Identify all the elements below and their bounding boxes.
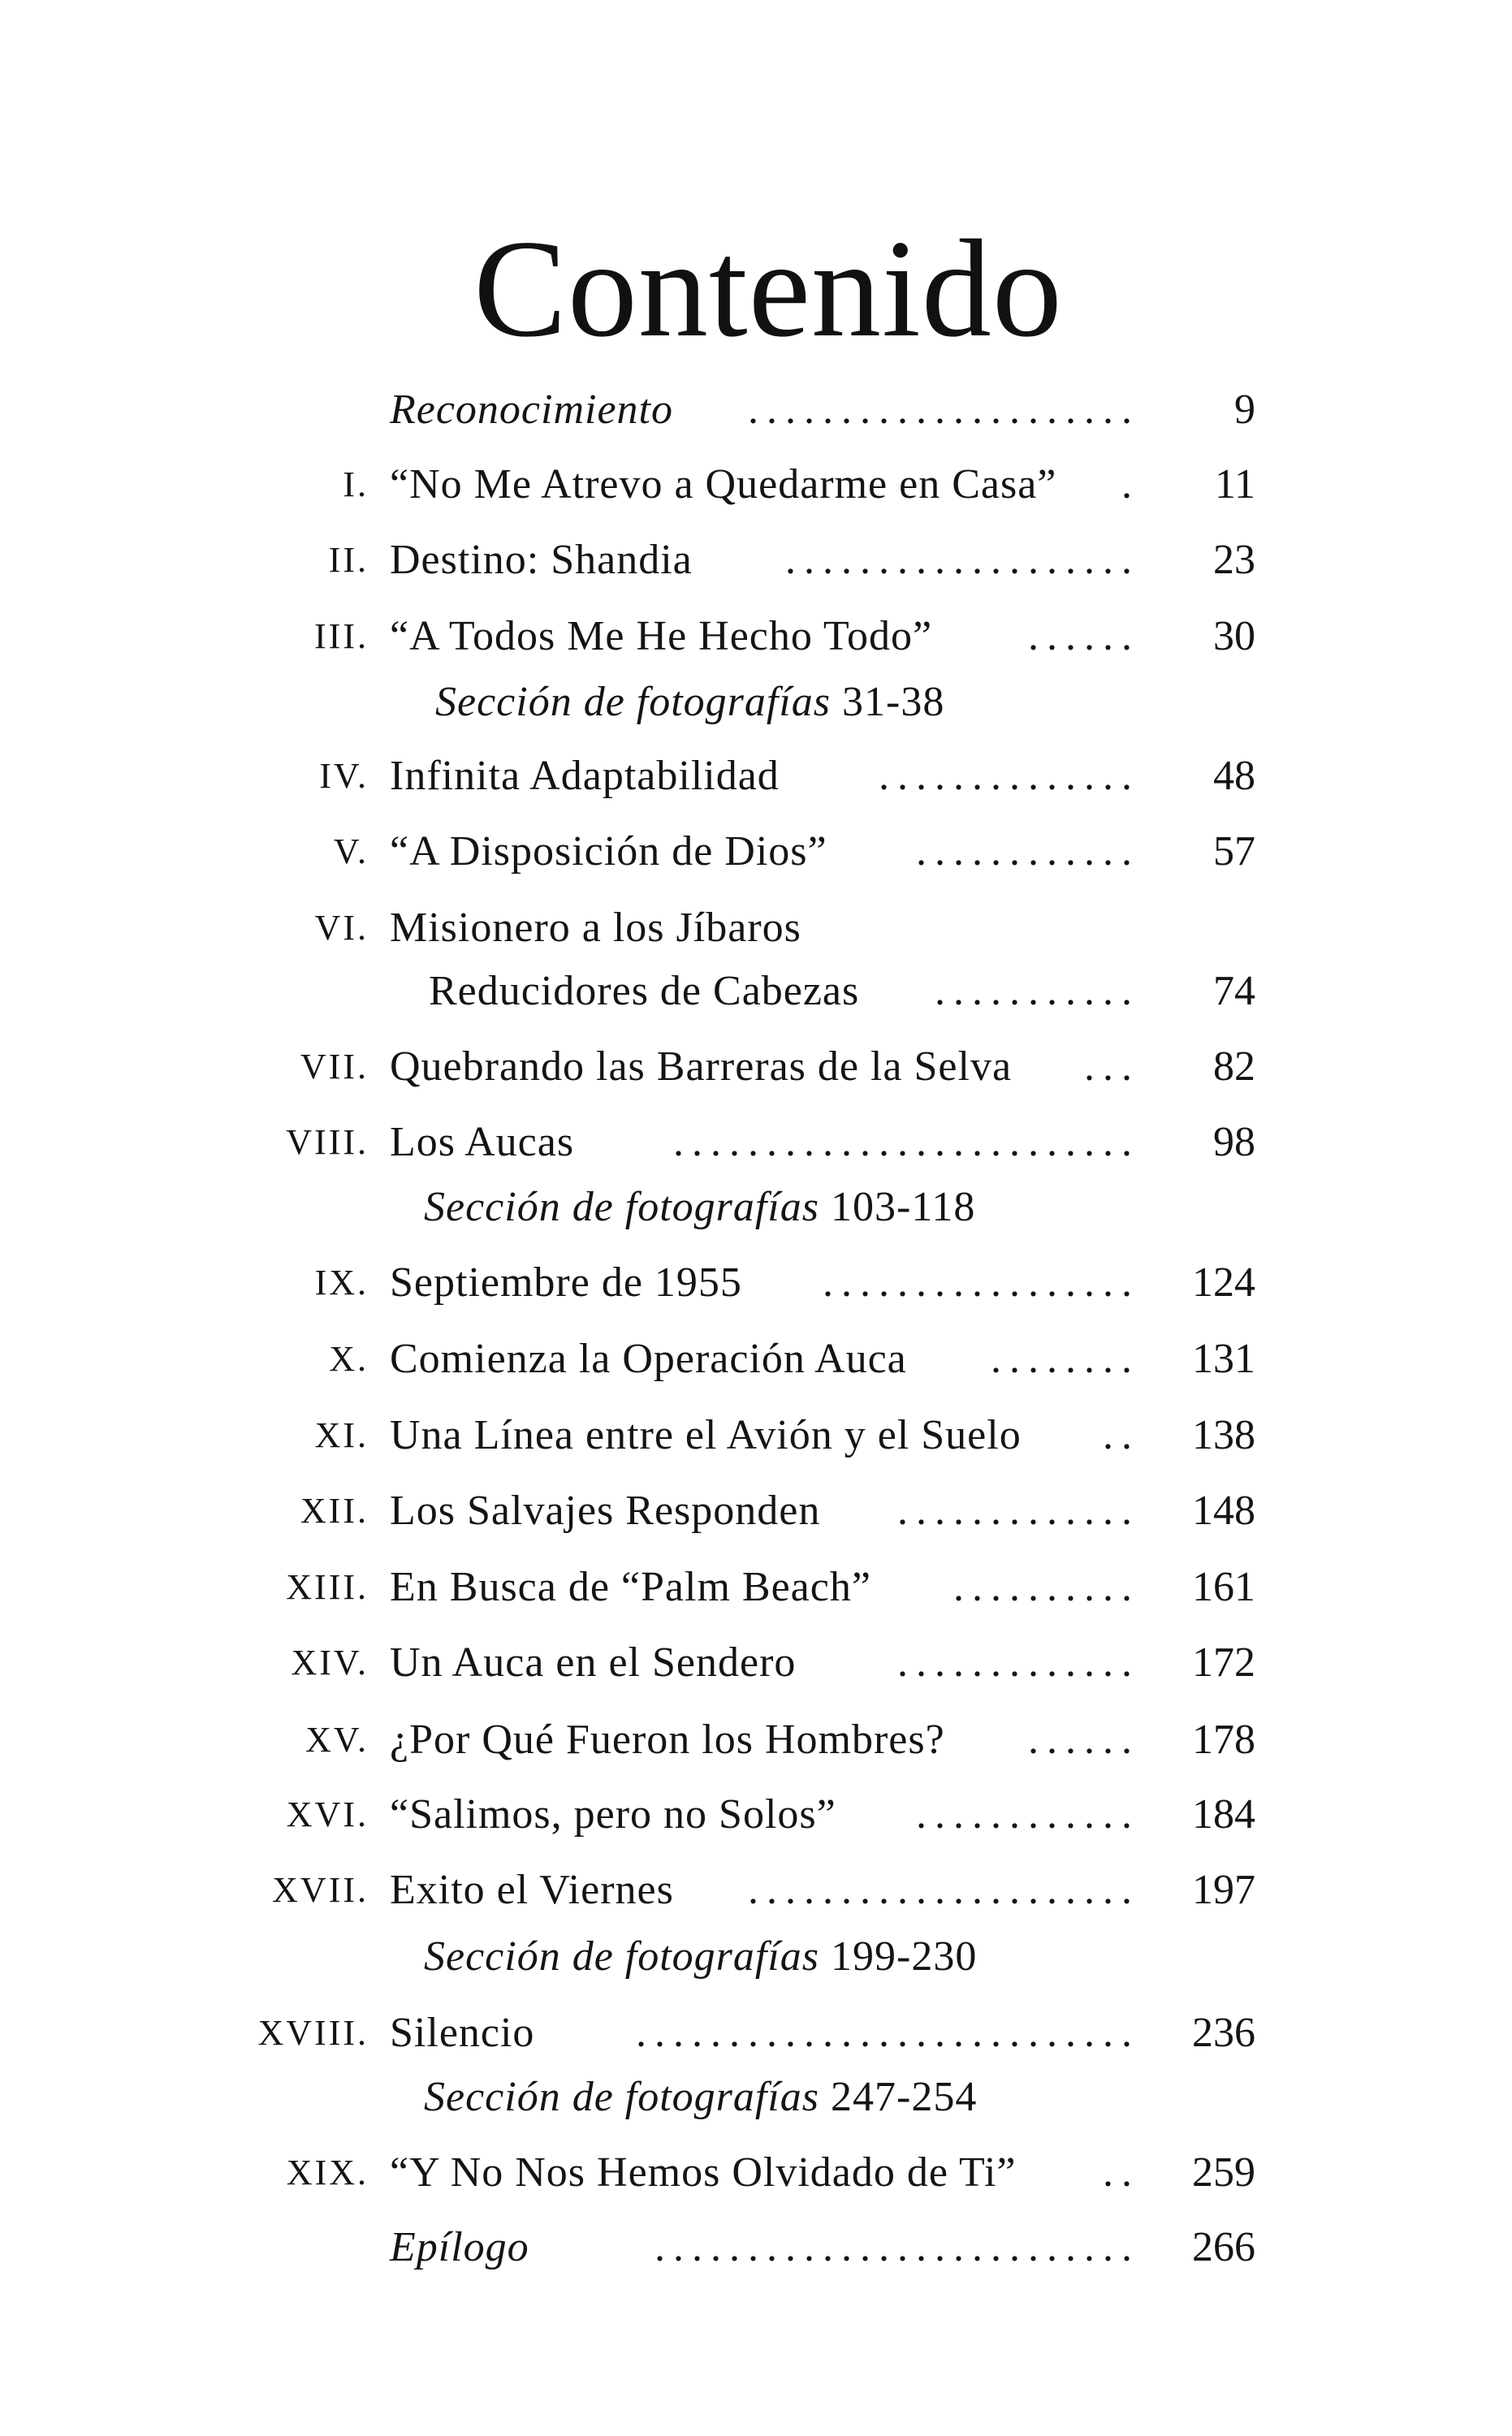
toc-row <box>0 456 1512 513</box>
page-number: 74 <box>1213 968 1255 1014</box>
chapter-title: “A Todos Me He Hecho Todo” <box>390 613 933 659</box>
page-number: 138 <box>1192 1412 1255 1458</box>
page-number: 30 <box>1213 613 1255 659</box>
photo-section-label: Sección de fotografías <box>424 1184 820 1230</box>
chapter-title: Quebrando las Barreras de la Selva <box>390 1043 1013 1090</box>
chapter-number: XVII. <box>272 1870 369 1910</box>
dot-leader: ..................... <box>748 1867 1140 1913</box>
chapter-number: X. <box>329 1339 369 1379</box>
page-number: 259 <box>1192 2149 1255 2196</box>
dot-leader: . <box>1121 461 1140 508</box>
chapter-title: “Salimos, pero no Solos” <box>390 1791 836 1838</box>
photo-section-row <box>0 674 1512 731</box>
chapter-title: Reducidores de Cabezas <box>429 968 860 1014</box>
page-number: 82 <box>1213 1043 1255 1090</box>
page-number: 48 <box>1213 753 1255 799</box>
chapter-title: Los Aucas <box>390 1119 575 1165</box>
chapter-number: V. <box>333 831 369 871</box>
page-number: 161 <box>1192 1564 1255 1610</box>
page-number: 148 <box>1192 1488 1255 1534</box>
chapter-title: Reconocimiento <box>390 387 673 433</box>
photo-section-label: Sección de fotografías <box>435 679 832 725</box>
chapter-number: III. <box>314 616 369 656</box>
toc-row <box>0 1862 1512 1919</box>
dot-leader: ................. <box>823 1259 1140 1306</box>
photo-section-row <box>0 1929 1512 1985</box>
toc-row <box>0 1407 1512 1464</box>
chapter-title: Silencio <box>390 2010 535 2056</box>
photo-section-row <box>0 2069 1512 2126</box>
dot-leader: ......................... <box>673 1119 1140 1165</box>
chapter-title: Exito el Viernes <box>390 1867 674 1913</box>
chapter-number: IV. <box>319 756 369 796</box>
dot-leader: .......................... <box>654 2224 1140 2270</box>
page-number: 184 <box>1192 1791 1255 1838</box>
dot-leader: .. <box>1103 1412 1140 1458</box>
chapter-title: Una Línea entre el Avión y el Suelo <box>390 1412 1022 1458</box>
toc-row <box>0 1483 1512 1540</box>
dot-leader: .......... <box>953 1564 1140 1610</box>
chapter-title: En Busca de “Palm Beach” <box>390 1564 871 1610</box>
page-number: 23 <box>1213 537 1255 583</box>
toc-row <box>0 1786 1512 1843</box>
toc-row <box>0 1635 1512 1691</box>
toc-row <box>0 2144 1512 2201</box>
dot-leader: .............. <box>879 753 1140 799</box>
photo-section-range: 199-230 <box>819 1933 978 1980</box>
chapter-number: XIII. <box>286 1567 369 1607</box>
chapter-title: Misionero a los Jíbaros <box>390 905 801 951</box>
toc-row <box>0 2005 1512 2062</box>
page-number: 236 <box>1192 2010 1255 2056</box>
toc-row <box>0 2219 1512 2276</box>
page-number: 11 <box>1214 461 1255 508</box>
photo-section-range: 247-254 <box>819 2074 978 2120</box>
toc-row <box>0 532 1512 589</box>
photo-section <box>424 1929 977 1985</box>
chapter-title: Los Salvajes Responden <box>390 1488 821 1534</box>
chapter-number: VI. <box>314 908 369 948</box>
toc-row <box>0 608 1512 665</box>
chapter-title: ¿Por Qué Fueron los Hombres? <box>390 1717 945 1763</box>
chapter-title: Destino: Shandia <box>390 537 693 583</box>
toc-row <box>0 748 1512 805</box>
chapter-number: XVIII. <box>257 2013 369 2053</box>
chapter-number: IX. <box>314 1263 369 1302</box>
chapter-title: Comienza la Operación Auca <box>390 1336 907 1382</box>
dot-leader: ........ <box>991 1336 1140 1382</box>
chapter-title: Septiembre de 1955 <box>390 1259 742 1306</box>
page-title: Contenido <box>473 212 1063 366</box>
chapter-title: Infinita Adaptabilidad <box>390 753 780 799</box>
chapter-number: VII. <box>300 1047 369 1086</box>
chapter-number: XIX. <box>286 2153 369 2192</box>
chapter-number: XVI. <box>286 1795 369 1834</box>
dot-leader: ............. <box>897 1639 1140 1686</box>
photo-section-label: Sección de fotografías <box>424 1933 820 1980</box>
chapter-title: “No Me Atrevo a Quedarme en Casa” <box>390 461 1057 508</box>
dot-leader: ... <box>1084 1043 1140 1090</box>
toc-row <box>0 963 1512 1020</box>
photo-section <box>435 674 944 731</box>
page-number: 57 <box>1213 828 1255 875</box>
toc-row <box>0 1559 1512 1616</box>
dot-leader: ............ <box>916 1791 1140 1838</box>
page-number: 131 <box>1192 1336 1255 1382</box>
page-number: 124 <box>1192 1259 1255 1306</box>
photo-section <box>424 1179 975 1236</box>
dot-leader: ............ <box>916 828 1140 875</box>
page-number: 98 <box>1213 1119 1255 1165</box>
chapter-number: XV. <box>305 1720 369 1760</box>
page-number: 266 <box>1192 2224 1255 2270</box>
dot-leader: ..................... <box>748 387 1140 433</box>
photo-section-label: Sección de fotografías <box>424 2074 820 2120</box>
chapter-title: “A Disposición de Dios” <box>390 828 827 875</box>
chapter-number: I. <box>343 464 369 504</box>
toc-row <box>0 1114 1512 1171</box>
chapter-number: VIII. <box>286 1122 369 1162</box>
chapter-number: XIV. <box>291 1643 369 1682</box>
page-number: 197 <box>1192 1867 1255 1913</box>
dot-leader: ...... <box>1028 1717 1140 1763</box>
chapter-title: Epílogo <box>390 2224 529 2270</box>
photo-section-row <box>0 1179 1512 1236</box>
toc-row <box>0 382 1512 438</box>
page-number: 9 <box>1234 387 1255 433</box>
chapter-title: “Y No Nos Hemos Olvidado de Ti” <box>390 2149 1017 2196</box>
toc-row <box>0 1712 1512 1769</box>
chapter-number: II. <box>328 540 369 580</box>
toc-row <box>0 1255 1512 1311</box>
page-number: 178 <box>1192 1717 1255 1763</box>
chapter-number: XI. <box>314 1415 369 1455</box>
toc-row <box>0 1039 1512 1095</box>
dot-leader: ........... <box>935 968 1140 1014</box>
dot-leader: ...... <box>1028 613 1140 659</box>
dot-leader: .. <box>1103 2149 1140 2196</box>
toc-row <box>0 900 1512 957</box>
toc-row <box>0 1331 1512 1388</box>
page-number: 172 <box>1192 1639 1255 1686</box>
dot-leader: ............. <box>897 1488 1140 1534</box>
toc-row <box>0 823 1512 880</box>
dot-leader: ........................... <box>636 2010 1140 2056</box>
photo-section-range: 103-118 <box>819 1184 976 1230</box>
photo-section <box>424 2069 977 2126</box>
chapter-title: Un Auca en el Sendero <box>390 1639 797 1686</box>
dot-leader: ................... <box>785 537 1140 583</box>
photo-section-range: 31-38 <box>831 679 945 725</box>
chapter-number: XII. <box>300 1491 369 1531</box>
